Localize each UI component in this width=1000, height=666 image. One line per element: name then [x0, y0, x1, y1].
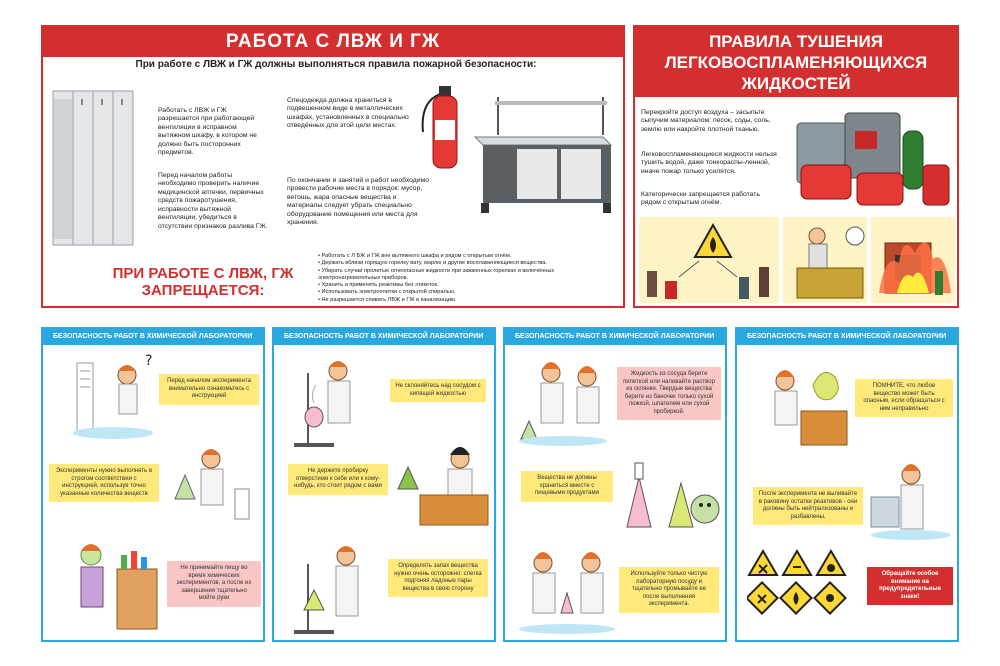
panel-title: БЕЗОПАСНОСТЬ РАБОТ В ХИМИЧЕСКОЙ ЛАБОРАТОРИИ [274, 329, 494, 345]
fire-extinguisher-image [415, 82, 475, 172]
scientist-boiling-image [288, 353, 378, 453]
poster-title: ПРАВИЛА ТУШЕНИЯ ЛЕГКОВОСПЛАМЕНЯЮЩИХСЯ ЖИДКОСТЕЙ [635, 27, 957, 97]
warning-sign-icon [747, 551, 846, 614]
warning-note: Жидкость из сосуда берите пипеткой или наливайте раствор из склянки. Твердые вещества берите из баночек только сухой ложкой, шпателем или сухой пробиркой. [617, 367, 721, 420]
scientist-reading-image [63, 351, 163, 441]
worker-at-desk-image [787, 222, 867, 302]
flammable-warning-icon [693, 223, 733, 259]
instruction-note: Перед началом эксперимента внимательно ознакомьтесь с инструкцией [159, 374, 259, 405]
forbidden-item: • Хранить и применять реактивы без этикеток. [318, 282, 618, 289]
instruction-note: Не держите пробирку отверстием к себе или к кому-нибудь, кто стоит рядом с вами [288, 464, 388, 495]
safety-panel-1 [41, 327, 265, 642]
scientist-sink-image [867, 457, 953, 541]
poster-text-clothing: Спецодежда должна храниться в подвешенном виде в металлических шкафах, установленных в специально отведённых для этой цели местах. [287, 97, 409, 130]
instruction-note: Определять запах вещества нужно очень осторожно: слегка подгоняя ладонью пары вещества в свою сторону [388, 559, 488, 597]
safety-panel-3 [503, 327, 727, 642]
warning-signs-note: Обращайте особое внимание на предупредительные знаки! [867, 567, 953, 605]
rule-no-open-fire: Категорически запрещается работать рядом с открытым огнём. [641, 191, 760, 207]
instruction-note: Эксперименты нужно выполнять в строгом соответствии с инструкцией, используя точно указанные количества веществ [49, 464, 159, 502]
metal-locker-image [51, 89, 136, 249]
panel-title: БЕЗОПАСНОСТЬ РАБОТ В ХИМИЧЕСКОЙ ЛАБОРАТОРИИ [43, 329, 263, 345]
instruction-note: Используйте только чистую лабораторную посуду и тщательно промывайте ее после выполнения эксперимента. [619, 567, 719, 613]
forbidden-heading: ПРИ РАБОТЕ С ЛВЖ, ГЖ ЗАПРЕЩАЕТСЯ: [112, 265, 294, 300]
fire-hazard-image [875, 223, 955, 301]
poster-title: РАБОТА С ЛВЖ И ГЖ [43, 27, 623, 57]
forbidden-item: • Держать вблизи горящую горелку вату, марлю и другие воспламеняющиеся вещества. [318, 260, 618, 267]
poster-intro: При работе с ЛВЖ и ГЖ должны выполняться правила пожарной безопасности: [135, 59, 537, 70]
caution-note [855, 379, 953, 417]
remember-highlight: ПОМНИТЕ, что любое вещество может быть опасным, если обращаться с ним неправильно [863, 383, 945, 412]
scientist-eating-image [57, 529, 167, 639]
instruction-note: Вещества не должны храниться вместе с пищевыми продуктами [521, 471, 613, 502]
poster-text-first-aid: Перед началом работы необходимо проверить наличие медицинской аптечки, первичных средств пожаротушения, исправности вытяжной вентиляции, убедиться в отсутствии признаков разлива ГЖ. [158, 172, 268, 230]
forbidden-item: • Убирать случаи пролитые огнеопасные жидкости при зажженных горелках и включённых электронагревательных приборов. [318, 268, 618, 283]
scientist-smelling-image [290, 534, 380, 638]
panel-title: БЕЗОПАСНОСТЬ РАБОТ В ХИМИЧЕСКОЙ ЛАБОРАТОРИИ [505, 329, 725, 345]
forbidden-item: • Не разрешается сливать ЛВЖ и ГЖ в канализацию. [318, 297, 618, 304]
scientists-washing-image [515, 541, 619, 637]
bottles-diagram-image [643, 257, 775, 301]
rule-no-water: Легковоспламеняющиеся жидкости нельзя тушить водой, даже тонкораспы-ленной, иначе пожар только усилятся. [641, 151, 777, 175]
poster-text-cleanup: По окончании и занятий и работ необходимо провести рабочие места в порядок: мусор, ветошь, жара опасные вещества и материалы следует убрать специально оборудование помещения или места для хранения. [287, 177, 430, 227]
forbidden-list [318, 253, 618, 304]
warning-note: Не принимайте пищу во время химических экспериментов, а после их завершения тщательно мойте руки [167, 561, 261, 607]
forbidden-item: • Работать с Л БЖ и ГЖ вне вытяжного шкафа и рядом с открытым огнём. [318, 253, 618, 260]
scientist-pouring-image [165, 439, 261, 529]
instruction-note: После эксперимента не выливайте в раковину остатки реактивов - они должны быть нейтрализованы и разбавлены. [753, 487, 863, 525]
forbidden-item: • Использовать электроплитки с открытой спиралью. [318, 289, 618, 296]
scientists-explosion-image [390, 439, 492, 529]
instruction-note: Не склоняйтесь над сосудом с кипящей жидкостью [390, 379, 486, 402]
lab-table-image [473, 95, 613, 215]
warning-signs-grid [747, 547, 867, 637]
rule-cover-air: Перекройте доступ воздуха – засыпьте сыпучим материалом: песок, соды, соль, землю или накройте плотной тканью. [641, 109, 771, 133]
safety-panel-4 [735, 327, 959, 642]
poster-flammable-liquids-work [41, 25, 625, 308]
svg-text:?: ? [145, 353, 153, 369]
panel-title: БЕЗОПАСНОСТЬ РАБОТ В ХИМИЧЕСКОЙ ЛАБОРАТОРИИ [737, 329, 957, 345]
poster-text-ventilation: Работать с ЛВЖ и ГЖ разрешается при работающей вентиляции в исправном вытяжном шкафу, в котором не должно быть посторонних предметов. [158, 107, 257, 157]
scientists-pipette-image [515, 351, 611, 447]
fuel-barrels-image [787, 103, 957, 213]
safety-panel-2 [272, 327, 496, 642]
flask-characters-image [617, 447, 721, 531]
poster-extinguishing-rules [633, 25, 959, 308]
scientist-fumes-image [751, 355, 851, 451]
